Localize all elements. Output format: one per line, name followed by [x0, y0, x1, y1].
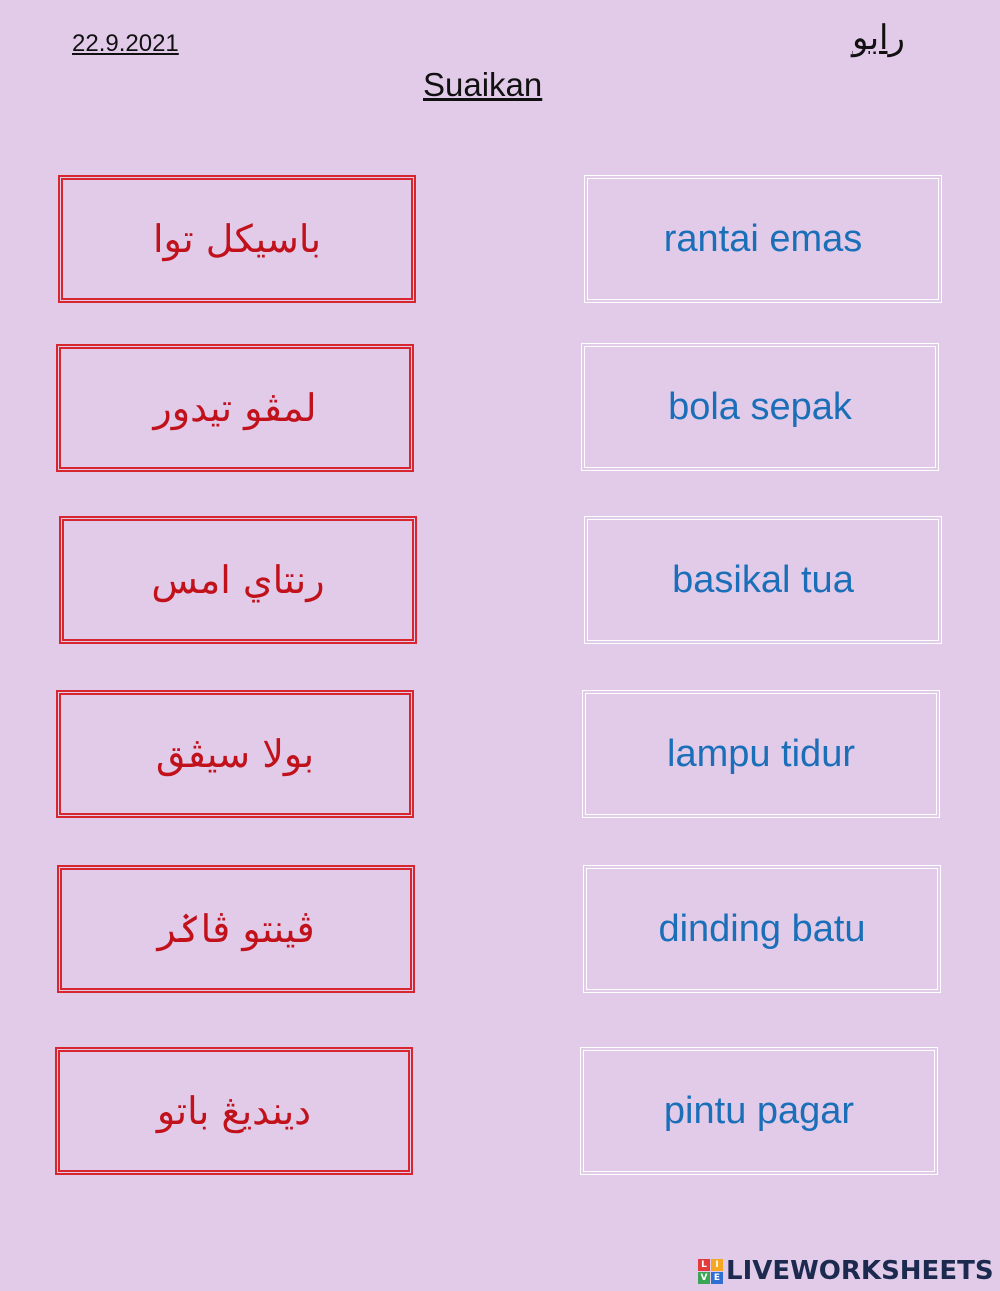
jawi-card-2[interactable] — [56, 344, 414, 472]
rumi-card-text: rantai emas — [663, 217, 863, 260]
jawi-card-text: باسيكل توا — [152, 217, 322, 261]
jawi-card-text: دينديڠ باتو — [156, 1089, 312, 1133]
rumi-card-6[interactable] — [580, 1047, 938, 1175]
date-label: 22.9.2021 — [72, 30, 179, 57]
brand-name: LIVEWORKSHEETS — [726, 1256, 994, 1286]
rumi-card-3[interactable] — [584, 516, 942, 644]
logo-letter-e: E — [711, 1272, 723, 1284]
rumi-card-2[interactable] — [581, 343, 939, 471]
rumi-card-1[interactable] — [584, 175, 942, 303]
jawi-card-text: بولا سيڤق — [155, 732, 315, 776]
rumi-card-text: lampu tidur — [667, 732, 855, 775]
day-label: رابو — [852, 18, 905, 58]
logo-letter-i: I — [711, 1259, 723, 1271]
rumi-card-text: basikal tua — [672, 558, 854, 601]
jawi-card-text: لمڤو تيدور — [153, 386, 317, 430]
rumi-card-text: pintu pagar — [663, 1089, 855, 1132]
rumi-card-4[interactable] — [582, 690, 940, 818]
rumi-card-text: bola sepak — [668, 385, 852, 428]
logo-letter-v: V — [698, 1272, 710, 1284]
logo-letter-l: L — [698, 1259, 710, 1271]
jawi-card-6[interactable] — [55, 1047, 413, 1175]
jawi-card-5[interactable] — [57, 865, 415, 993]
jawi-card-text: رنتاي امس — [151, 558, 325, 602]
jawi-card-3[interactable] — [59, 516, 417, 644]
liveworksheets-brand — [698, 1256, 994, 1286]
rumi-card-text: dinding batu — [658, 907, 866, 950]
jawi-card-4[interactable] — [56, 690, 414, 818]
jawi-card-text: ڤينتو ڤاݢر — [157, 907, 315, 951]
rumi-card-5[interactable] — [583, 865, 941, 993]
jawi-card-1[interactable] — [58, 175, 416, 303]
page-title: Suaikan — [423, 66, 543, 103]
liveworksheets-logo-icon — [698, 1259, 723, 1284]
